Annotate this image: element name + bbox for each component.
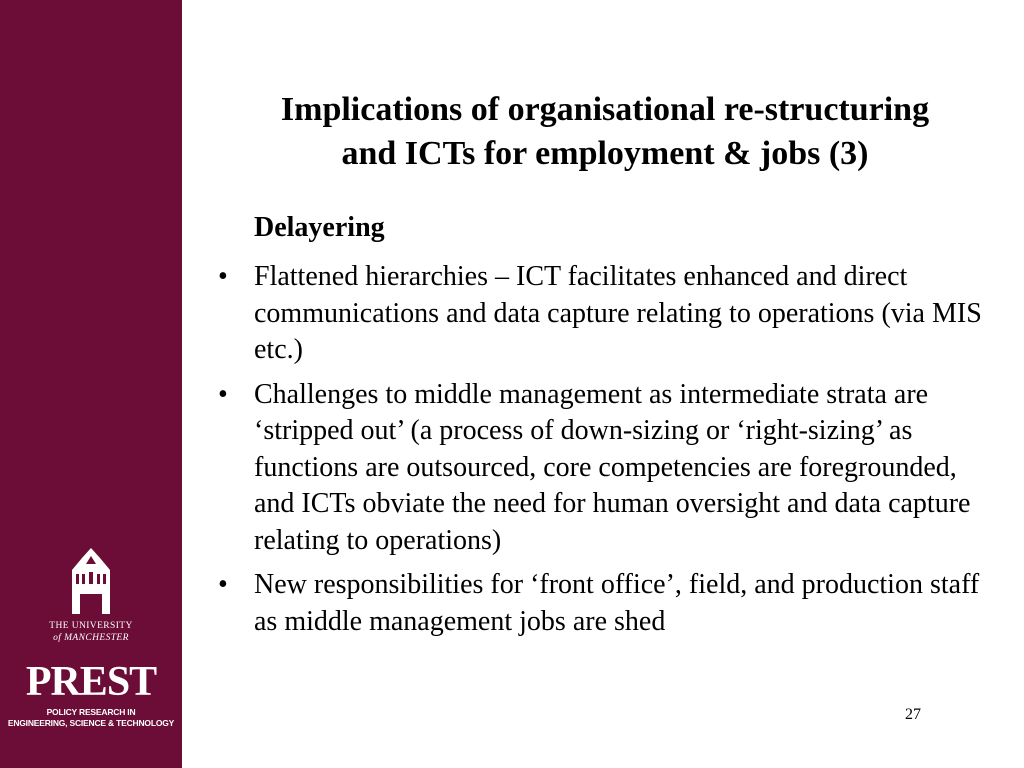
bullet-marker: • (218, 261, 228, 292)
prest-subtitle (0, 707, 182, 729)
bullet-marker: • (218, 378, 228, 410)
bullet-item (210, 567, 1000, 640)
bullet-marker: • (218, 569, 228, 600)
slide-title (205, 88, 1005, 176)
university-name (0, 620, 182, 644)
page-number: 27 (905, 706, 921, 723)
university-line-2: of MANCHESTER (53, 633, 129, 643)
bullet-text: Challenges to middle management as intermediate strata are ‘stripped out’ (a process of down-sizing or ‘right-sizing’ as functions are outsourced, core competencies are foregrounded, and ICTs obviate the need for human oversight and data capture relating to operations) (254, 378, 971, 556)
sidebar (0, 0, 182, 768)
bullet-list (210, 259, 1000, 648)
prest-logo: PREST (25, 659, 157, 705)
bullet-item (210, 259, 1000, 369)
prest-subtitle-line-2: ENGINEERING, SCIENCE & TECHNOLOGY (7, 718, 175, 728)
slide-subheading: Delayering (254, 212, 385, 243)
slide-title-line-1: Implications of organisational re-structuring (280, 91, 930, 128)
bullet-text: Flattened hierarchies – ICT facilitates enhanced and direct communications and data capture relating to operations (via MIS etc.) (254, 261, 982, 365)
prest-subtitle-line-1: POLICY RESEARCH IN (46, 707, 136, 717)
bullet-item (210, 377, 1000, 560)
university-line-1: THE UNIVERSITY (49, 621, 133, 631)
slide-title-line-2: and ICTs for employment & jobs (3) (341, 135, 869, 172)
bullet-text: New responsibilities for ‘front office’, field, and production staff as middle management jobs are shed (254, 569, 980, 637)
university-crest-logo (62, 546, 120, 616)
